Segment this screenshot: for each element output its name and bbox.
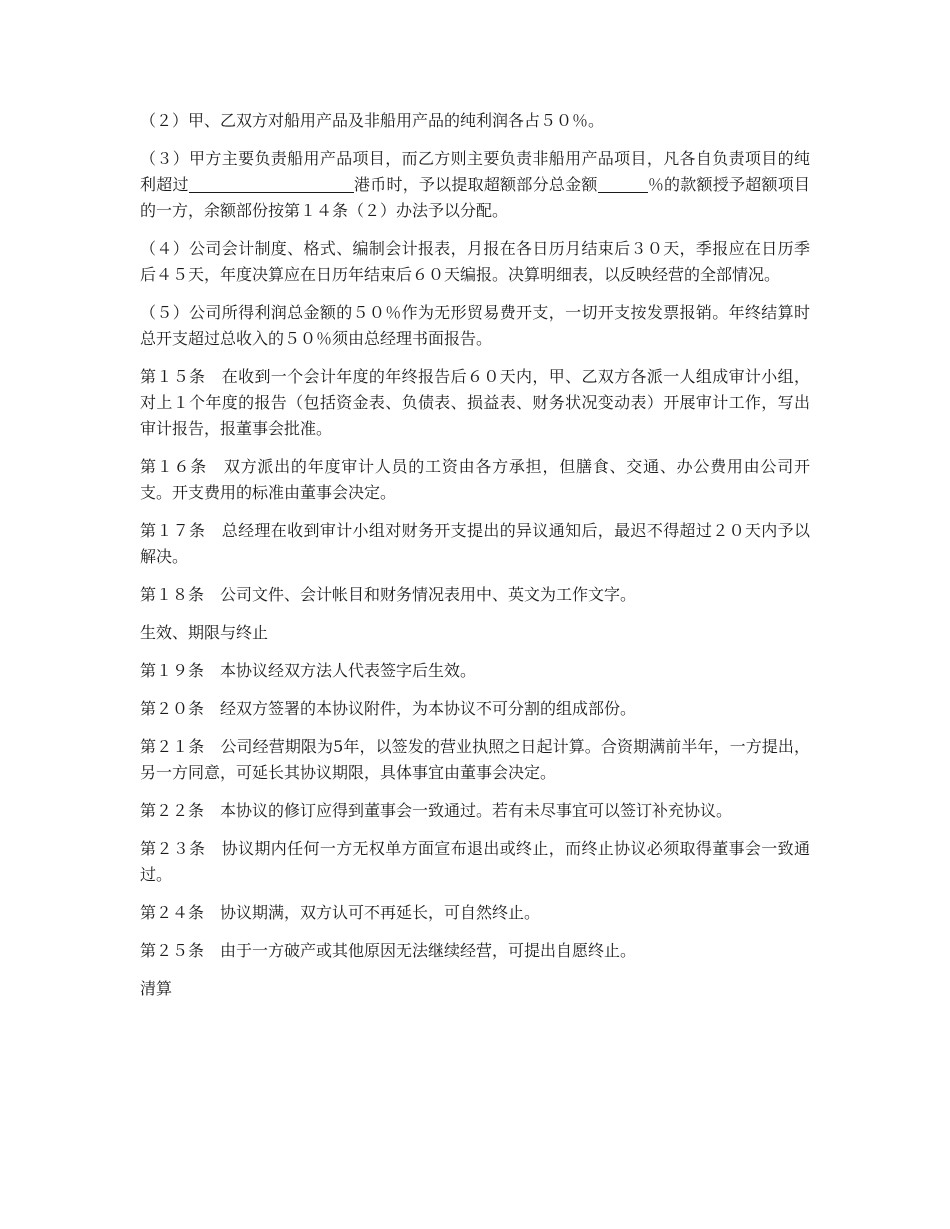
article-23: 第２３条 协议期内任何一方无权单方面宣布退出或终止，而终止协议必须取得董事会一致通过。 <box>140 839 810 884</box>
article-20: 第２０条 经双方签署的本协议附件，为本协议不可分割的组成部份。 <box>140 699 637 718</box>
article-17: 第１７条 总经理在收到审计小组对财务开支提出的异议通知后，最迟不得超过２０天内予以解决。 <box>140 521 810 566</box>
article-18: 第１８条 公司文件、会计帐目和财务情况表用中、英文为工作文字。 <box>140 585 637 604</box>
paragraph-project-responsibility <box>140 146 810 224</box>
paragraph-text: ％的款额授予超额项目的一方，余额部份按第１４条（２）办法予以分配。 <box>140 175 810 220</box>
article-15: 第１５条 在收到一个会计年度的年终报告后６０天内，甲、乙双方各派一人组成审计小组，对上１个年度的报告（包括资金表、负债表、损益表、财务状况变动表）开展审计工作，写出审计报告，报董事会批准。 <box>140 367 810 438</box>
document-body <box>140 108 810 1014</box>
article-19: 第１９条 本协议经双方法人代表签字后生效。 <box>140 661 477 680</box>
article-22: 第２２条 本协议的修订应得到董事会一致通过。若有未尽事宜可以签订补充协议。 <box>140 801 733 820</box>
paragraph-text: （３）甲方主要负责船用产品项目，而乙方则主要负责非船用产品项目，凡各自负责项目的纯利超过 <box>140 149 810 194</box>
article-25: 第２５条 由于一方破产或其他原因无法继续经营，可提出自愿终止。 <box>140 941 637 960</box>
paragraph-profit-split: （２）甲、乙双方对船用产品及非船用产品的纯利润各占５０％。 <box>140 111 605 130</box>
article-16: 第１６条 双方派出的年度审计人员的工资由各方承担，但膳食、交通、办公费用由公司开支。开支费用的标准由董事会决定。 <box>140 457 810 502</box>
paragraph-intangible-trade-expense: （５）公司所得利润总金额的５０％作为无形贸易费开支，一切开支按发票报销。年终结算时总开支超过总收入的５０％须由总经理书面报告。 <box>140 303 810 348</box>
article-24: 第２４条 协议期满，双方认可不再延长，可自然终止。 <box>140 903 541 922</box>
blank-percent-field <box>598 174 648 193</box>
paragraph-text: 港币时，予以提取超额部分总金额 <box>353 175 598 194</box>
section-heading-liquidation: 清算 <box>140 979 173 998</box>
paragraph-accounting-reports: （４）公司会计制度、格式、编制会计报表，月报在各日历月结束后３０天，季报应在日历季后４５天，年度决算应在日历年结束后６０天编报。决算明细表，以反映经营的全部情况。 <box>140 239 810 284</box>
section-heading-effect-term-termination: 生效、期限与终止 <box>140 623 269 642</box>
blank-amount-field <box>189 174 354 193</box>
article-21: 第２１条 公司经营期限为5年，以签发的营业执照之日起计算。合资期满前半年，一方提出，另一方同意，可延长其协议期限，具体事宜由董事会决定。 <box>140 737 810 782</box>
